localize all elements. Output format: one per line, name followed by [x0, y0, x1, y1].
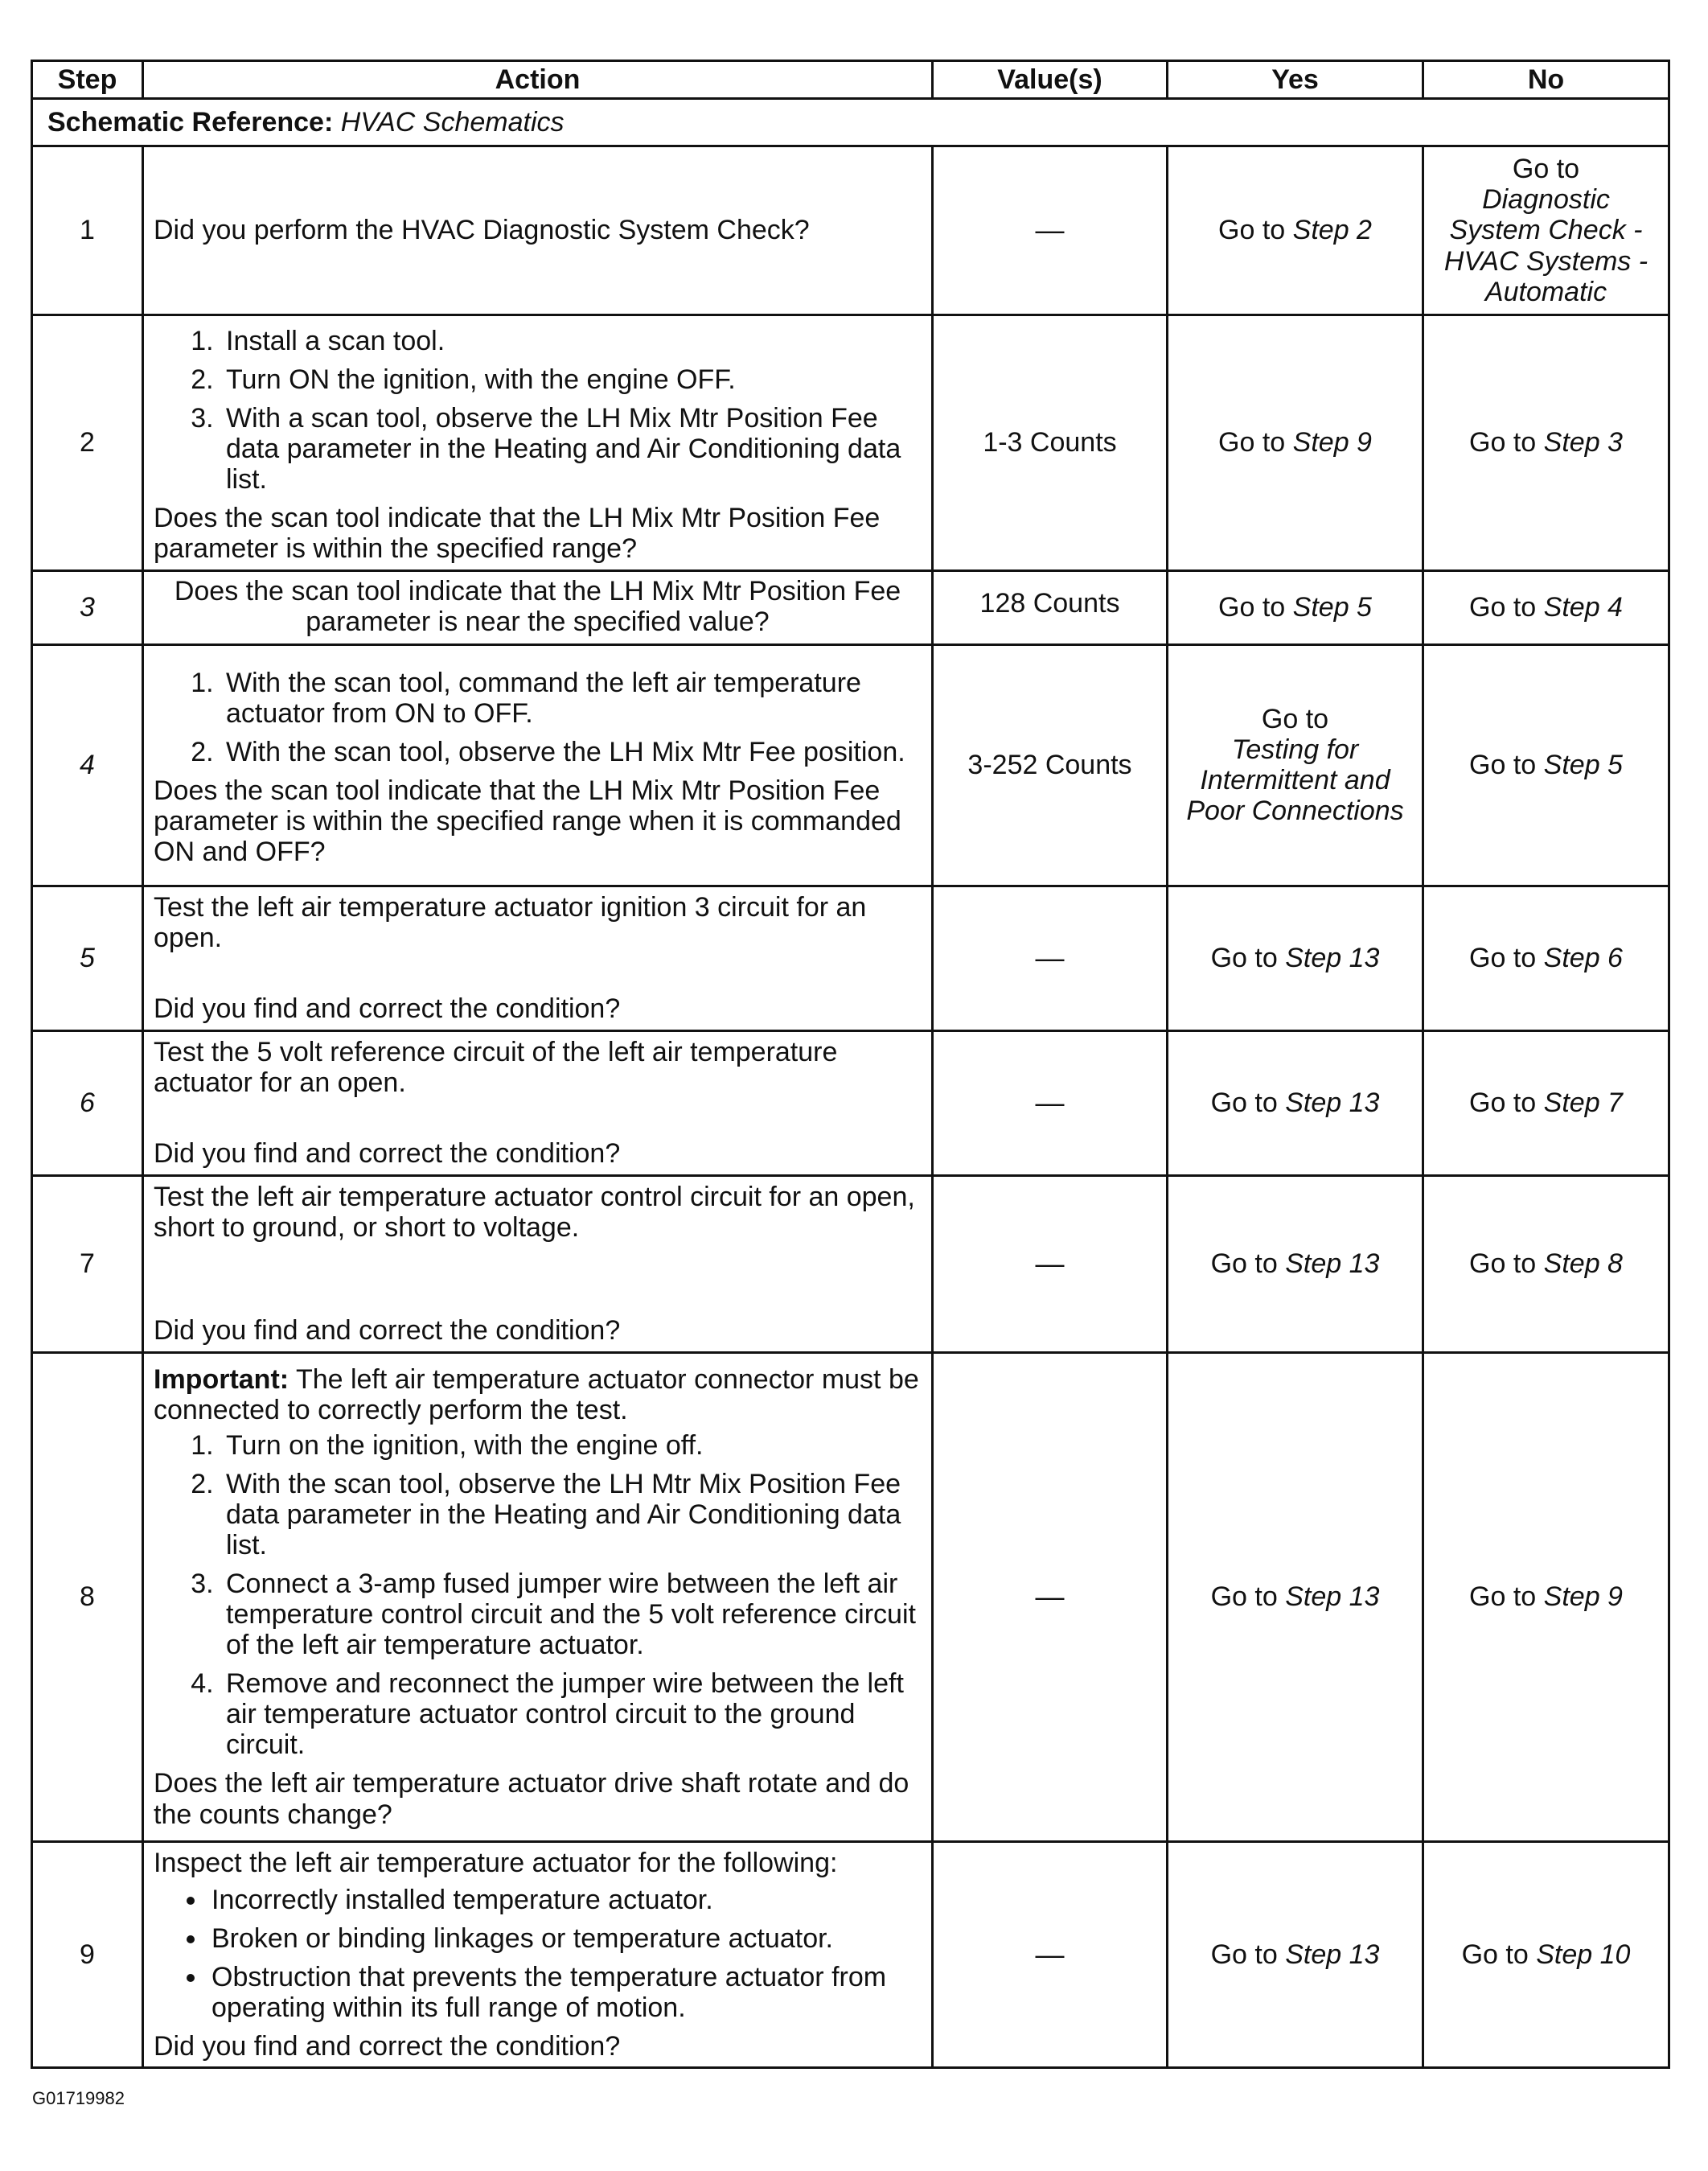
goto-text: Go to — [1469, 592, 1537, 623]
table-row — [32, 570, 1669, 644]
header-step: Step — [32, 61, 143, 99]
action-text: Test the 5 volt reference circuit of the left air temperature actuator for an open. — [154, 1036, 838, 1098]
procedure-list — [154, 1430, 922, 1761]
no-link[interactable]: Step 5 — [1543, 750, 1623, 780]
header-row — [32, 61, 1669, 99]
yes-link[interactable]: Step 5 — [1292, 592, 1372, 623]
value-cell: — — [933, 886, 1168, 1030]
schematic-reference-row — [32, 99, 1669, 146]
goto-text: Go to — [1210, 943, 1278, 973]
yes-link[interactable]: Step 13 — [1285, 1088, 1380, 1118]
list-item: 2. With the scan tool, observe the LH Mtr Mix Position Fee data parameter in the Heating and Air Conditioning data list. — [221, 1469, 922, 1560]
no-cell — [1423, 146, 1669, 315]
yes-link[interactable]: Step 13 — [1285, 1939, 1380, 1970]
action-cell — [143, 1352, 933, 1841]
table-row — [32, 146, 1669, 315]
action-cell — [143, 644, 933, 886]
yes-cell — [1168, 1030, 1423, 1175]
goto-text: Go to — [1469, 1248, 1537, 1279]
schematic-label: Schematic Reference: — [47, 106, 334, 138]
action-cell — [143, 1841, 933, 2067]
no-cell — [1423, 1030, 1669, 1175]
header-yes: Yes — [1168, 61, 1423, 99]
yes-cell — [1168, 1175, 1423, 1352]
no-link[interactable]: Diagnostic — [1482, 184, 1610, 216]
no-cell — [1423, 1841, 1669, 2067]
yes-link[interactable]: Poor Connections — [1186, 796, 1404, 827]
step-number: 1 — [32, 146, 143, 315]
list-item: 1. With the scan tool, command the left air temperature actuator from ON to OFF. — [221, 668, 922, 729]
bullet-list — [154, 1885, 922, 2023]
no-cell — [1423, 570, 1669, 644]
yes-cell — [1168, 570, 1423, 644]
schematic-reference — [32, 99, 1669, 146]
action-cell — [143, 315, 933, 571]
action-cell — [143, 886, 933, 1030]
value-cell: — — [933, 146, 1168, 315]
goto-text: Go to — [1469, 427, 1537, 458]
table-row — [32, 1352, 1669, 1841]
goto-text: Go to — [1210, 1939, 1278, 1970]
important-label: Important: — [154, 1363, 289, 1395]
yes-link[interactable]: Testing for — [1231, 734, 1359, 765]
value-cell: — — [933, 1175, 1168, 1352]
procedure-list — [154, 668, 922, 767]
list-item: 2. Turn ON the ignition, with the engine OFF. — [221, 364, 922, 395]
step-number: 6 — [32, 1030, 143, 1175]
action-cell — [143, 1175, 933, 1352]
step-number: 8 — [32, 1352, 143, 1841]
list-item: 1. Install a scan tool. — [221, 326, 922, 356]
question-text: Did you find and correct the condition? — [154, 993, 621, 1025]
no-link[interactable]: Step 8 — [1543, 1248, 1623, 1279]
procedure-list — [154, 326, 922, 495]
action-text: Test the left air temperature actuator control circuit for an open, short to ground, or short to voltage. — [154, 1181, 915, 1243]
goto-text: Go to — [1469, 1088, 1537, 1118]
goto-text: Go to — [1469, 750, 1537, 780]
no-link[interactable]: Step 4 — [1543, 592, 1623, 623]
yes-link[interactable]: Step 13 — [1285, 943, 1380, 973]
no-link[interactable]: Automatic — [1484, 276, 1607, 307]
action-text: Does the scan tool indicate that the LH Mix Mtr Position Fee parameter is near the specified value? — [174, 575, 901, 638]
no-link[interactable]: System Check - — [1449, 215, 1643, 246]
yes-link[interactable]: Step 13 — [1285, 1248, 1380, 1279]
list-item: 3. Connect a 3-amp fused jumper wire between the left air temperature control circuit and the 5 volt reference circuit of the left air temperature actuator. — [221, 1569, 922, 1660]
table-row — [32, 1841, 1669, 2067]
yes-link[interactable]: Step 9 — [1292, 427, 1372, 458]
header-no: No — [1423, 61, 1669, 99]
schematic-link[interactable]: HVAC Schematics — [340, 106, 565, 138]
list-item: 1. Turn on the ignition, with the engine off. — [221, 1430, 922, 1461]
table-row — [32, 886, 1669, 1030]
yes-cell — [1168, 886, 1423, 1030]
goto-text: Go to — [1469, 1581, 1537, 1612]
table-row — [32, 1175, 1669, 1352]
step-number: 7 — [32, 1175, 143, 1352]
diagnostic-table — [31, 60, 1670, 2069]
yes-cell — [1168, 146, 1423, 315]
list-item: • Obstruction that prevents the temperature actuator from operating within its full range of motion. — [208, 1962, 922, 2023]
goto-text: Go to — [1210, 1248, 1278, 1279]
no-link[interactable]: Step 7 — [1543, 1088, 1623, 1118]
goto-text: Go to — [1469, 943, 1537, 973]
action-text: Inspect the left air temperature actuator for the following: — [154, 1847, 838, 1878]
step-number: 3 — [32, 570, 143, 644]
list-item: • Incorrectly installed temperature actuator. — [208, 1885, 922, 1915]
action-text: Did you perform the HVAC Diagnostic System Check? — [154, 215, 810, 246]
goto-text: Go to — [1210, 1581, 1278, 1612]
action-cell — [143, 570, 933, 644]
value-cell: 1-3 Counts — [933, 315, 1168, 571]
no-link[interactable]: Step 9 — [1543, 1581, 1623, 1612]
value-cell: — — [933, 1030, 1168, 1175]
yes-link[interactable]: Intermittent and — [1200, 765, 1390, 796]
goto-text: Go to — [1461, 1939, 1529, 1970]
important-text: The left air temperature actuator connector must be connected to correctly perform the test. — [154, 1363, 919, 1425]
goto-text: Go to — [1210, 1088, 1278, 1118]
no-link[interactable]: Step 10 — [1536, 1939, 1631, 1970]
step-number: 5 — [32, 886, 143, 1030]
table-row — [32, 644, 1669, 886]
goto-text: Go to — [1218, 427, 1286, 458]
no-cell — [1423, 315, 1669, 571]
action-text: Test the left air temperature actuator ignition 3 circuit for an open. — [154, 891, 867, 953]
no-cell — [1423, 1352, 1669, 1841]
goto-text: Go to — [1218, 215, 1286, 246]
question-text: Does the scan tool indicate that the LH Mix Mtr Position Fee parameter is within the specified range when it is commanded ON and OFF? — [154, 775, 901, 868]
no-line: Go to — [1512, 154, 1580, 185]
list-item: 2. With the scan tool, observe the LH Mix Mtr Fee position. — [221, 737, 922, 767]
action-cell — [143, 146, 933, 315]
question-text: Did you find and correct the condition? — [154, 1315, 621, 1347]
yes-link[interactable]: Step 2 — [1292, 215, 1372, 246]
yes-cell — [1168, 1352, 1423, 1841]
step-number: 4 — [32, 644, 143, 886]
no-cell — [1423, 644, 1669, 886]
question-text: Did you find and correct the condition? — [154, 2030, 621, 2062]
important-note — [154, 1364, 922, 1425]
value-cell: — — [933, 1352, 1168, 1841]
table-row — [32, 1030, 1669, 1175]
no-cell — [1423, 886, 1669, 1030]
yes-cell — [1168, 644, 1423, 886]
yes-cell — [1168, 315, 1423, 571]
question-text: Does the left air temperature actuator drive shaft rotate and do the counts change? — [154, 1768, 909, 1830]
yes-link[interactable]: Step 13 — [1285, 1581, 1380, 1612]
no-link[interactable]: Step 6 — [1543, 943, 1623, 973]
table-row — [32, 315, 1669, 571]
step-number: 9 — [32, 1841, 143, 2067]
header-values: Value(s) — [933, 61, 1168, 99]
step-number: 2 — [32, 315, 143, 571]
figure-code: G01719982 — [32, 2088, 125, 2108]
value-cell: — — [933, 1841, 1168, 2067]
header-action: Action — [143, 61, 933, 99]
no-link[interactable]: Step 3 — [1543, 427, 1623, 458]
goto-text: Go to — [1218, 592, 1286, 623]
goto-text: Go to — [1261, 703, 1329, 734]
question-text: Does the scan tool indicate that the LH Mix Mtr Position Fee parameter is within the specified range? — [154, 503, 881, 565]
no-link[interactable]: HVAC Systems - — [1443, 245, 1648, 277]
action-cell — [143, 1030, 933, 1175]
yes-cell — [1168, 1841, 1423, 2067]
list-item: • Broken or binding linkages or temperature actuator. — [208, 1923, 922, 1954]
list-item: 4. Remove and reconnect the jumper wire between the left air temperature actuator control circuit to the ground circuit. — [221, 1668, 922, 1760]
value-cell: 128 Counts — [933, 570, 1168, 644]
question-text: Did you find and correct the condition? — [154, 1138, 621, 1170]
value-cell: 3-252 Counts — [933, 644, 1168, 886]
list-item: 3. With a scan tool, observe the LH Mix Mtr Position Fee data parameter in the Heating and Air Conditioning data list. — [221, 403, 922, 495]
no-cell — [1423, 1175, 1669, 1352]
